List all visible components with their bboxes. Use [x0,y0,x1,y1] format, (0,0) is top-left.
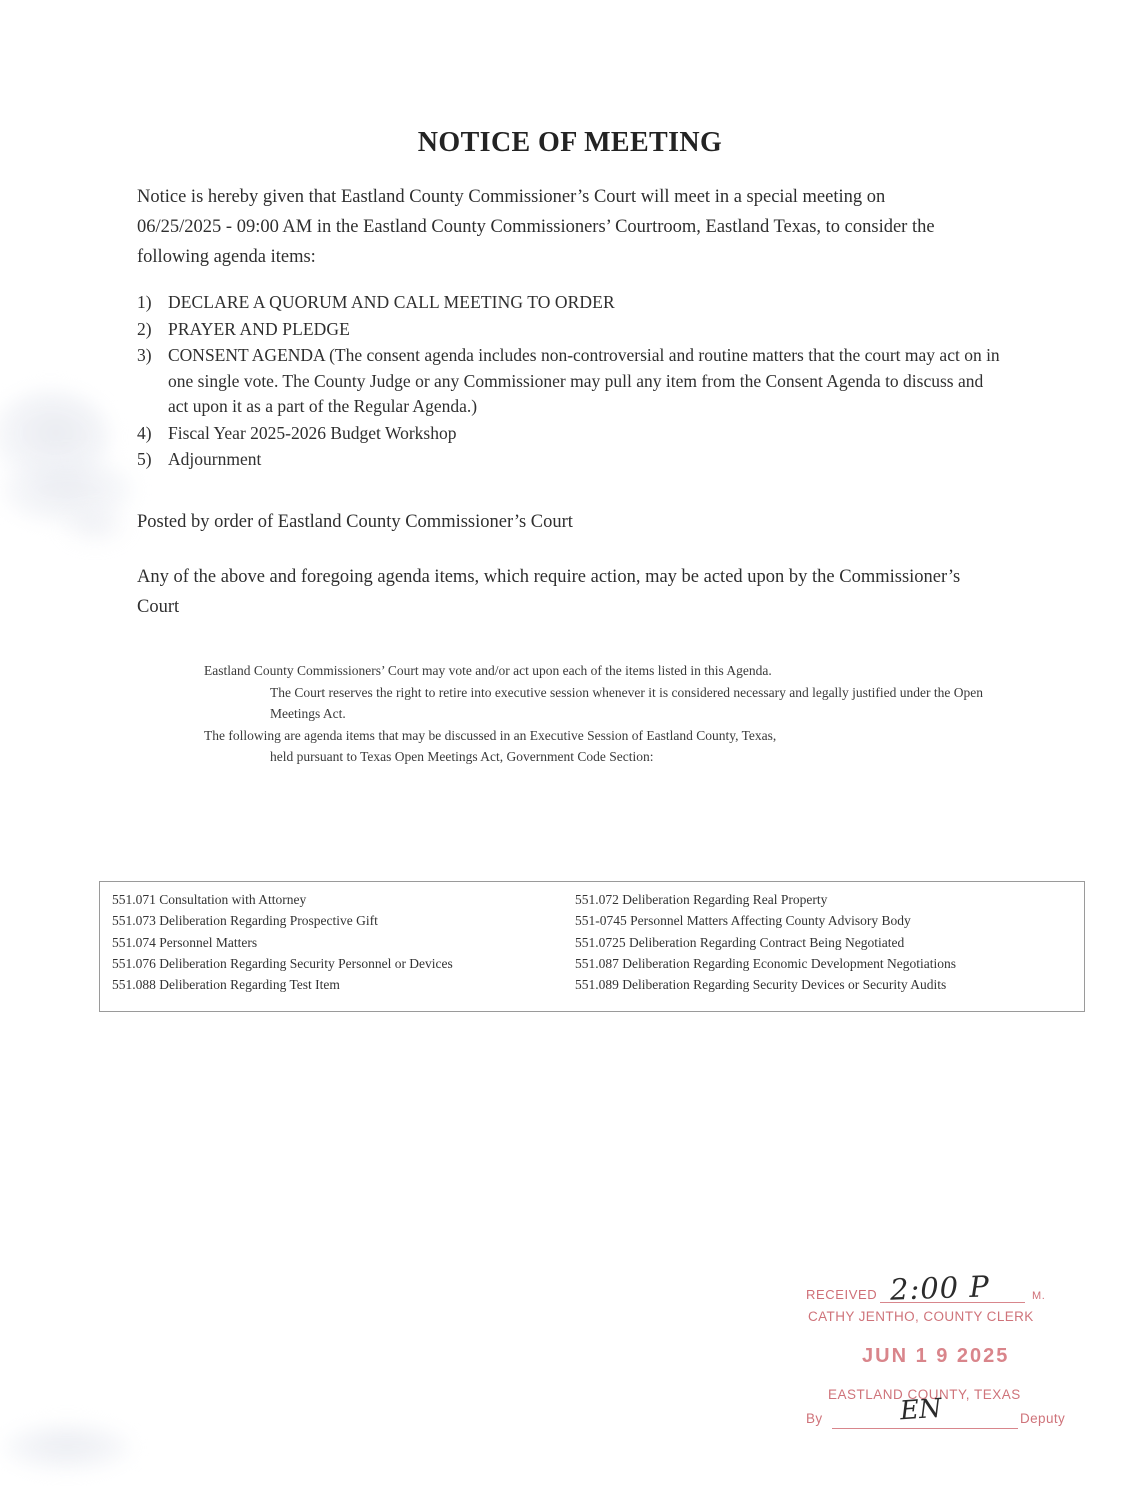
code-line: 551.088 Deliberation Regarding Test Item [112,977,340,993]
agenda-item-text: CONSENT AGENDA (The consent agenda includes non-controversial and routine matters that the court may act on in one single vote. The County Judge or any Commissioner may pull any item from the Consent Agenda to discuss and act upon it as a part of the Regular Agenda.) [168,345,1000,416]
disclaimer-line-2: The Court reserves the right to retire into executive session whenever it is considered necessary and legally justified under the Open Meetings Act. [270,684,984,721]
code-line: 551.073 Deliberation Regarding Prospective Gift [112,913,378,929]
agenda-item-text: DECLARE A QUORUM AND CALL MEETING TO ORDER [168,292,615,312]
code-line: 551.0725 Deliberation Regarding Contract Being Negotiated [575,934,905,950]
agenda-item-number: 1) [137,292,152,312]
posted-by-line: Posted by order of Eastland County Commissioner’s Court [137,512,573,532]
scan-smudge-artifact [0,390,110,485]
disclaimer-line-3: The following are agenda items that may be discussed in an Executive Session of Eastland County, Texas, [204,727,777,743]
meridiem-suffix: M. [1032,1290,1046,1302]
code-line: 551.072 Deliberation Regarding Real Property [575,892,828,907]
received-date: JUN 1 9 2025 [862,1345,1010,1367]
code-column-left [100,889,575,995]
agenda-item [137,421,1007,447]
agenda-item-number: 5) [137,449,152,469]
county-line: EASTLAND COUNTY, TEXAS [828,1387,1021,1402]
agenda-item [137,317,1007,343]
code-line: 551-0745 Personnel Matters Affecting County Advisory Body [575,913,911,929]
executive-session-code-box [99,881,1085,1012]
handwritten-deputy-initials: EN [899,1393,943,1427]
received-stamp [806,1269,1068,1427]
code-line: 551.074 Personnel Matters [112,934,258,950]
executive-session-disclaimer [204,660,1014,768]
code-line: 551.071 Consultation with Attorney [112,892,307,907]
agenda-item-text: Fiscal Year 2025-2026 Budget Workshop [168,422,457,443]
scan-smudge-artifact [0,455,135,525]
received-label: RECEIVED [806,1287,878,1302]
code-line: 551.089 Deliberation Regarding Security Devices or Security Audits [575,977,947,993]
scan-smudge-artifact [60,505,130,545]
agenda-item-number: 2) [137,318,152,339]
agenda-item [137,290,1007,316]
code-line: 551.087 Deliberation Regarding Economic Development Negotiations [575,955,956,971]
disclaimer-line-1: Eastland County Commissioners’ Court may vote and/or act upon each of the items listed in this Agenda. [204,663,772,678]
agenda-item-number: 3) [137,345,152,365]
code-line: 551.076 Deliberation Regarding Security Personnel or Devices [112,955,453,971]
action-notice-paragraph: Any of the above and foregoing agenda items, which require action, may be acted upon by the Commissioner’s Court [137,567,961,617]
agenda-item-text: PRAYER AND PLEDGE [168,318,350,339]
agenda-item [137,343,1007,420]
handwritten-time: 2:00 P [889,1269,991,1307]
agenda-item-text: Adjournment [168,449,262,469]
disclaimer-line-4: held pursuant to Texas Open Meetings Act, Government Code Section: [270,749,654,764]
agenda-item-number: 4) [137,422,152,443]
received-stamp-row [806,1269,1068,1307]
deputy-by-label: By [806,1411,823,1426]
scan-smudge-artifact [2,1425,132,1471]
intro-paragraph: Notice is hereby given that Eastland County Commissioner’s Court will meet in a special meeting on 06/25/2025 - 09:00 AM in the Eastland County Commissioners’ Courtroom, Eastland Texas, to consider the following agenda items: [137,187,935,267]
deputy-label: Deputy [1020,1411,1066,1426]
deputy-signature-rule [832,1428,1018,1429]
agenda-item [137,447,1007,473]
code-column-right [575,889,1084,995]
agenda-list [137,290,1007,474]
county-clerk-name: CATHY JENTHO, COUNTY CLERK [808,1309,1034,1324]
page-title: NOTICE OF MEETING [417,127,723,158]
